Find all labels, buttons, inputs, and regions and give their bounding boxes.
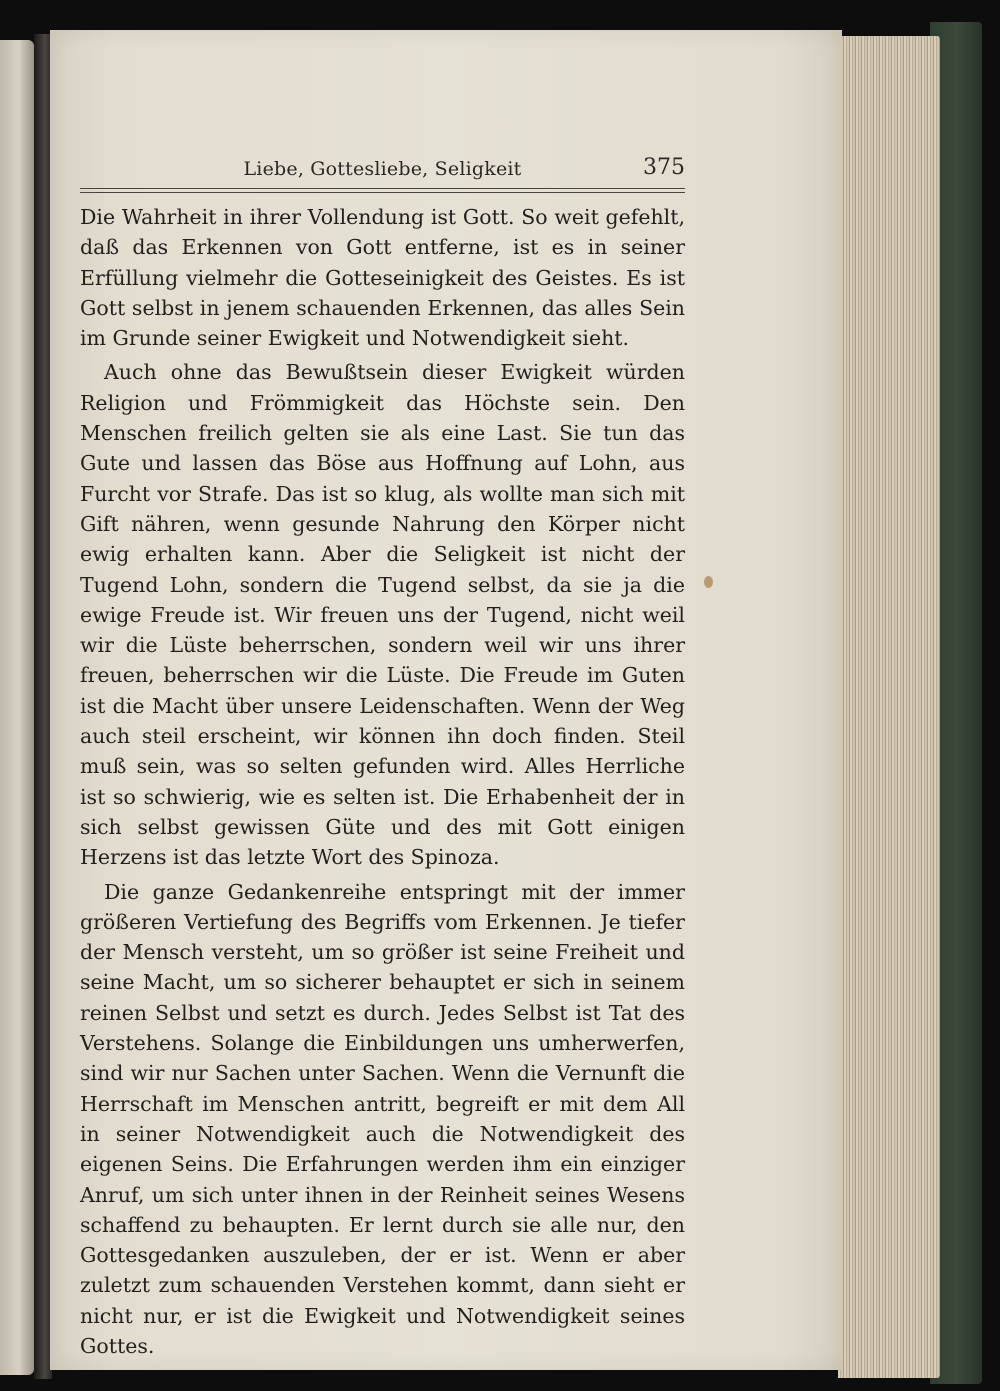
header-rule: [80, 188, 685, 189]
running-head: [80, 155, 685, 188]
body-text: [80, 202, 685, 1361]
paragraph-1: Die Wahrheit in ihrer Vollendung ist Gott. So weit gefehlt, daß das Erkennen von Gott entferne, ist es in seiner Erfüllung vielmehr die Gotteseinigkeit des Geistes. Es ist Gott selbst in jenem schauenden Erkennen, das alles Sein im Grunde seiner Ewigkeit und Notwendigkeit sieht.: [80, 205, 685, 351]
running-head-title: Liebe, Gottesliebe, Seligkeit: [243, 158, 522, 180]
paper-stain: [704, 576, 713, 588]
header-rule-lower: [80, 192, 685, 193]
page-number: 375: [643, 155, 685, 180]
paragraph-3: Die ganze Gedankenreihe entspringt mit der immer größeren Vertiefung des Begriffs vom Erkennen. Je tiefer der Mensch versteht, um so größer ist seine Freiheit und seine Macht, um so sicherer behauptet er sich in seinem reinen Selbst und setzt es durch. Jedes Selbst ist Tat des Verstehens. Solange die Einbildungen uns umherwerfen, sind wir nur Sachen unter Sachen. Wenn die Vernunft die Herrschaft im Menschen antritt, begreift er mit dem All in seiner Notwendigkeit auch die Notwendigkeit des eigenen Seins. Die Erfahrungen werden ihm ein einziger Anruf, um sich unter ihnen in der Reinheit seines Wesens schaffend zu behaupten. Er lernt durch sie alle nur, den Gottesgedanken auszuleben, der er ist. Wenn er aber zuletzt zum schauenden Verstehen kommt, dann sieht er nicht nur, er ist die Ewigkeit und Notwendigkeit seines Gottes.: [80, 879, 685, 1358]
page-stack-edge: [838, 36, 940, 1378]
previous-page-edge: [0, 40, 34, 1375]
paragraph-2: Auch ohne das Bewußtsein dieser Ewigkeit würden Religion und Frömmigkeit das Höchste sein. Den Menschen freilich gelten sie als eine Last. Sie tun das Gute und lassen das Böse aus Hoffnung auf Lohn, aus Furcht vor Strafe. Das ist so klug, als wollte man sich mit Gift nähren, wenn gesunde Nahrung den Körper nicht ewig erhalten kann. Aber die Seligkeit ist nicht der Tugend Lohn, sondern die Tugend selbst, da sie ja die ewige Freude ist. Wir freuen uns der Tugend, nicht weil wir die Lüste beherrschen, sondern weil wir uns ihrer freuen, beherrschen wir die Lüste. Die Freude im Guten ist die Macht über unsere Leidenschaften. Wenn der Weg auch steil erscheint, wir können ihn doch finden. Steil muß sein, was so selten gefunden wird. Alles Herrliche ist so schwierig, wie es selten ist. Die Erhabenheit der in sich selbst gewissen Güte und des mit Gott einigen Herzens ist das letzte Wort des Spinoza.: [80, 360, 685, 870]
